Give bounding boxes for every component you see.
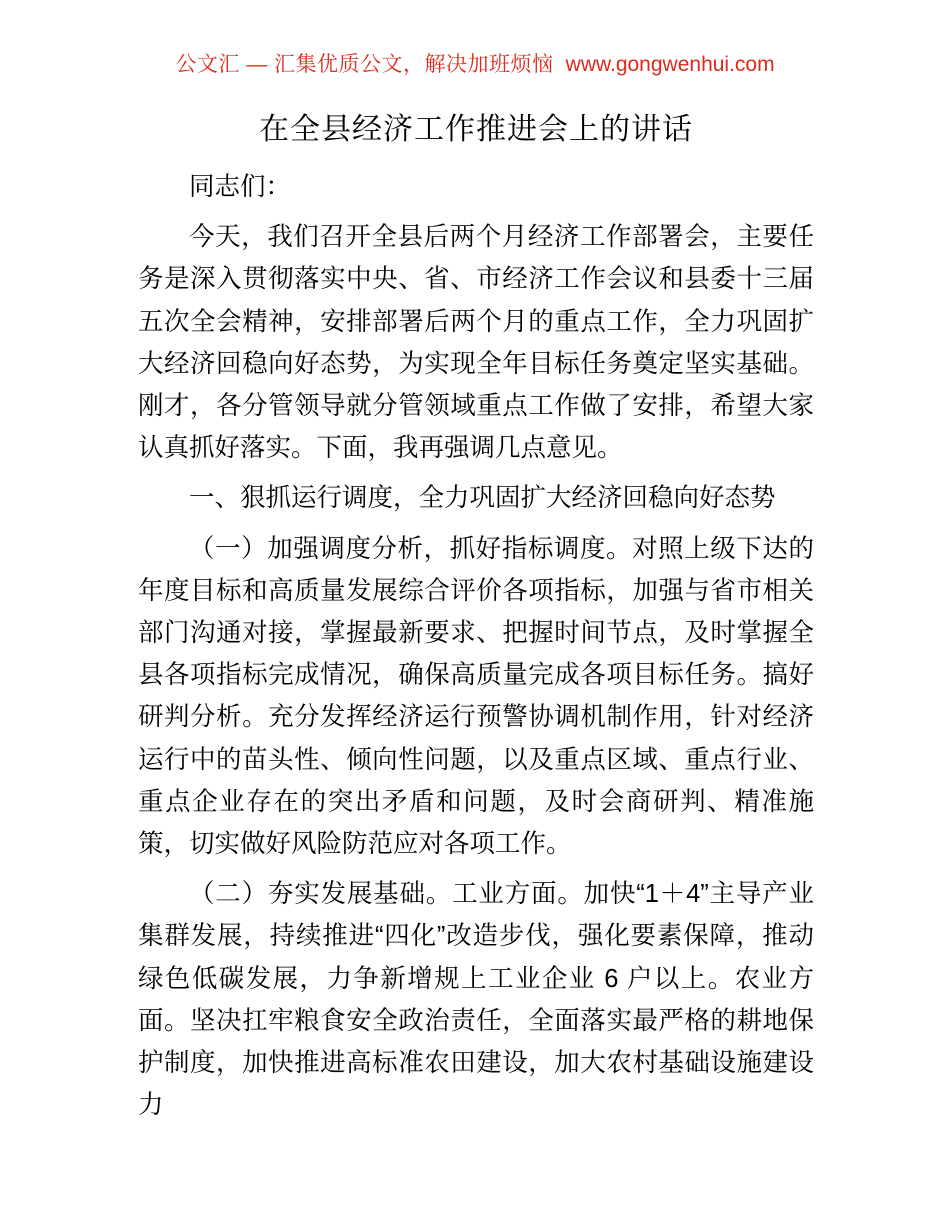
salutation-line: 同志们： (189, 173, 292, 201)
page-title: 在全县经济工作推进会上的讲话 (259, 113, 693, 146)
site-brand-text: 公文汇 — 汇集优质公文，解决加班烦恼 (175, 53, 554, 76)
paragraph-opening: 今天，我们召开全县后两个月经济工作部署会，主要任务是深入贯彻落实中央、省、市经济工作会议和县委十三届五次全会精神，安排部署后两个月的重点工作，全力巩固扩大经济回稳向好态势，为实现全年目标任务奠定坚实基础。刚才，各分管领导就分管领域重点工作做了安排，希望大家认真抓好落实。下面，我再强调几点意见。 (138, 223, 814, 463)
subsection-1-1: （一）加强调度分析，抓好指标调度。对照上级下达的年度目标和高质量发展综合评价各项指标，加强与省市相关部门沟通对接，掌握最新要求、把握时间节点，及时掌握全县各项指标完成情况，确保高质量完成各项目标任务。搞好研判分析。充分发挥经济运行预警协调机制作用，针对经济运行中的苗头性、倾向性问题，以及重点区域、重点行业、重点企业存在的突出矛盾和问题，及时会商研判、精准施策，切实做好风险防范应对各项工作。 (138, 534, 814, 859)
site-url-text: www.gongwenhui.com (565, 53, 775, 76)
subsection-1-2: （二）夯实发展基础。工业方面。加快“1＋4”主导产业集群发展，持续推进“四化”改造步伐，强化要素保障，推动绿色低碳发展，力争新增规上工业企业 6 户以上。农业方面。坚决扛牢粮食安全政治责任，全面落实最严格的耕地保护制度，加快推进高标准农田建设，加大农村基础设施建设力 (138, 880, 814, 1120)
site-watermark-banner (0, 50, 950, 80)
document-content (138, 108, 814, 1128)
section-heading-1: 一、狠抓运行调度，全力巩固扩大经济回稳向好态势 (189, 484, 776, 513)
